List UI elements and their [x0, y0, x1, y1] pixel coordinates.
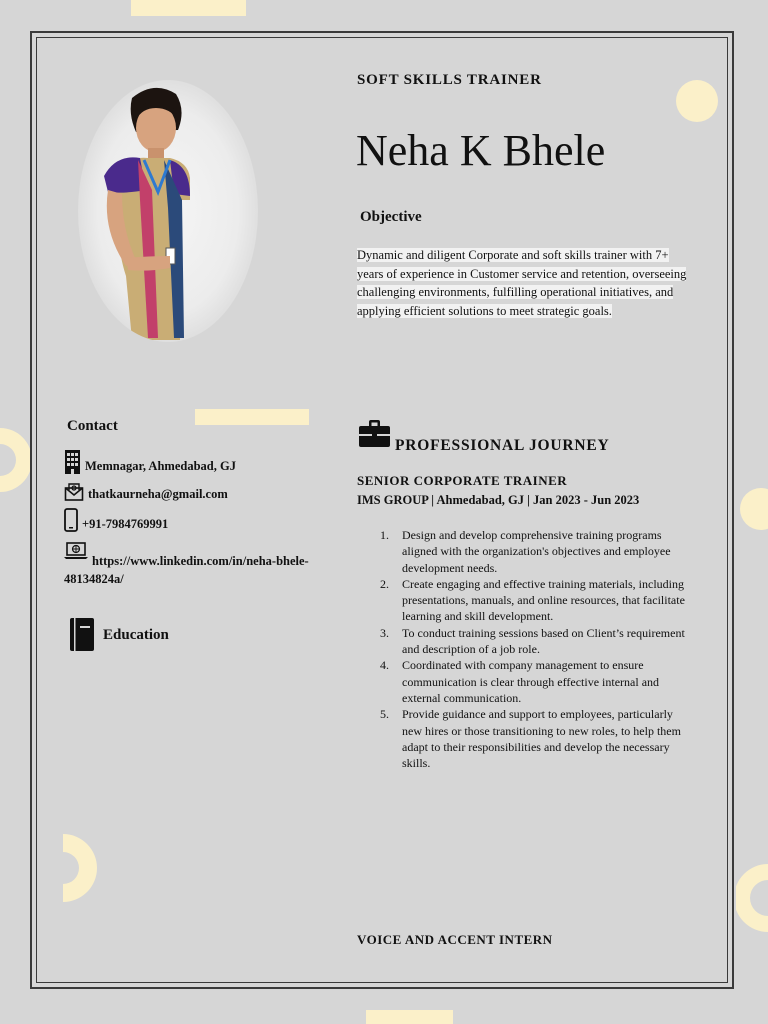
list-item-text: Create engaging and effective training materials, including presentations, manuals, and online resources, that facilitate learning and skill development. [402, 576, 685, 624]
list-item-number: 3. [380, 625, 389, 640]
list-item [380, 527, 692, 576]
cream-dot-right-edge [740, 488, 768, 530]
objective-text [357, 246, 687, 320]
list-item-text: To conduct training sessions based on Client’s requirement and description of a job role. [402, 625, 685, 657]
list-item-number: 5. [380, 707, 389, 722]
candidate-name: Neha K Bhele [356, 126, 606, 175]
list-item-text: Coordinated with company management to ensure communication is clear through effective internal and external communication. [402, 658, 660, 705]
professional-journey-heading: PROFESSIONAL JOURNEY [395, 437, 610, 454]
job-title: SENIOR CORPORATE TRAINER [357, 473, 568, 488]
role-title: SOFT SKILLS TRAINER [357, 72, 542, 88]
phone-text: +91-7984769991 [82, 517, 169, 531]
contact-phone [64, 508, 168, 532]
briefcase-icon [359, 420, 390, 447]
bottom-cream-bar [366, 1010, 453, 1024]
profile-photo [78, 80, 258, 342]
list-item [380, 657, 692, 706]
list-item-text: Design and develop comprehensive training programs aligned with the organization's objectives and employee development needs. [402, 528, 671, 575]
contact-email [64, 482, 228, 502]
linkedin-text: https://www.linkedin.com/in/neha-bhele-48134824a/ [64, 554, 309, 586]
cream-ring-bottom-right [736, 862, 768, 934]
top-cream-bar [131, 0, 246, 16]
list-item [380, 625, 692, 658]
list-item [380, 576, 692, 625]
cream-ring-left [0, 424, 34, 496]
email-icon [64, 482, 84, 502]
phone-icon [64, 508, 78, 532]
contact-address [64, 450, 236, 474]
list-item [380, 706, 692, 771]
contact-heading: Contact [67, 418, 118, 434]
education-heading: Education [103, 627, 169, 643]
objective-heading: Objective [360, 209, 422, 225]
objective-text-content: Dynamic and diligent Corporate and soft skills trainer with 7+ years of experience in Customer service and retention, overseeing challenging environments, fulfilling operational initiatives, and applying efficient solutions to meet strategic goals. [357, 248, 687, 318]
next-job-title: VOICE AND ACCENT INTERN [357, 932, 553, 947]
address-text: Memnagar, Ahmedabad, GJ [85, 459, 236, 473]
list-item-text: Provide guidance and support to employees, particularly new hires or those transitioning to new roles, to help them adapt to their responsibilities and develop the necessary skills. [402, 707, 681, 771]
notebook-icon [70, 618, 94, 651]
job-meta: IMS GROUP | Ahmedabad, GJ | Jan 2023 - Jun 2023 [357, 493, 640, 507]
list-item-number: 2. [380, 576, 389, 591]
email-link[interactable]: thatkaurneha@gmail.com [88, 487, 228, 501]
list-item-number: 4. [380, 658, 389, 673]
linkedin-link[interactable] [64, 552, 324, 588]
list-item-number: 1. [380, 528, 389, 542]
duties-list [380, 527, 692, 771]
building-icon [64, 450, 81, 474]
